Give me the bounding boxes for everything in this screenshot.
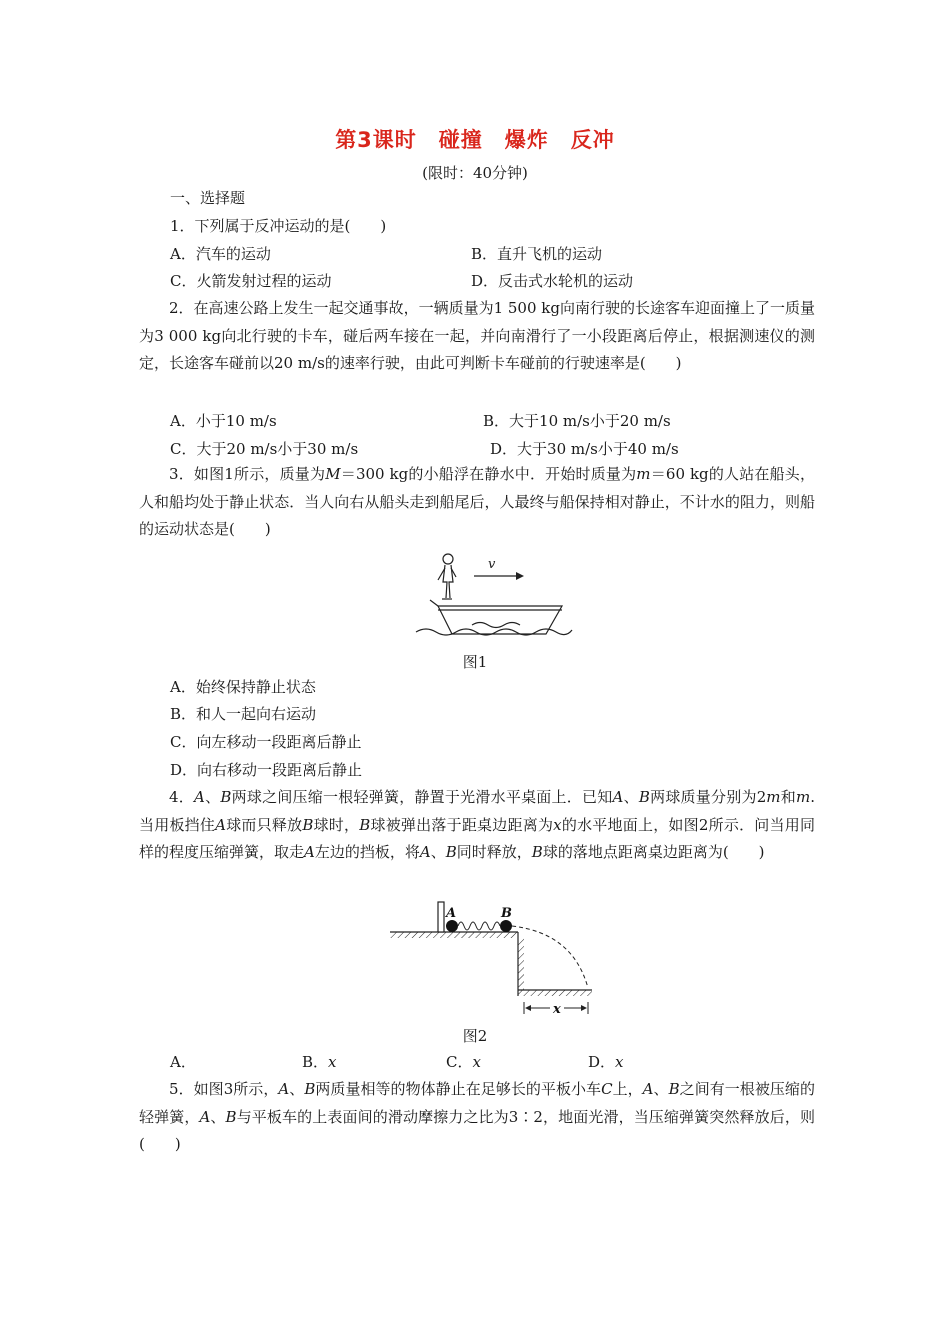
q4-var: m [795, 788, 811, 806]
q4-option-b-x: x [328, 1053, 337, 1071]
q4-stem-11: 同时释放， [456, 843, 532, 861]
q5-var: B [225, 1107, 237, 1126]
q3-stem-3: ＝60 kg的人站在船头，人和船均处于静止状态．当人向右从船头走到船尾后，人最终与船保持相对静止，不计水的阻力，则船的运动状态是( ) [139, 465, 815, 538]
q4-sep: 、 [204, 788, 221, 806]
figure-2-spring-table [388, 898, 598, 1018]
q1-option-c: C．火箭发射过程的运动 [170, 272, 332, 290]
q3-var-m: m [636, 465, 651, 483]
figure-2-caption: 图2 [462, 1027, 488, 1045]
q1-option-d: D．反击式水轮机的运动 [471, 272, 634, 290]
q5-stem [139, 1076, 815, 1159]
q4-sep: 、 [623, 788, 639, 806]
q4-var: A [194, 788, 205, 806]
q5-sep: 、 [289, 1080, 305, 1098]
q4-var: A [612, 788, 624, 806]
time-limit: (限时：40分钟) [422, 164, 528, 182]
q5-stem-2: 两质量相等的物体静止在足够长的平板小车 [315, 1080, 602, 1098]
q4-var: B [531, 843, 543, 861]
q5-var: C [601, 1080, 613, 1098]
q4-option-b [302, 1052, 337, 1072]
q4-stem-12: 球的落地点距离桌边距离为( ) [542, 843, 765, 861]
q4-stem [139, 784, 815, 867]
q5-var: B [304, 1080, 316, 1098]
q3-option-a: A．始终保持静止状态 [170, 678, 316, 696]
q4-option-b-label: B． [302, 1053, 329, 1071]
figure-2-label-b: B [501, 906, 512, 921]
q4-var: B [302, 815, 314, 834]
q4-var: m [766, 788, 781, 806]
q3-option-c: C．向左移动一段距离后静止 [170, 733, 362, 751]
q4-option-d-x: x [615, 1053, 624, 1071]
page-title: 第3课时 碰撞 爆炸 反冲 [335, 128, 615, 152]
q2-option-b: B．大于10 m/s小于20 m/s [483, 412, 671, 430]
q2-option-c: C．大于20 m/s小于30 m/s [170, 440, 359, 458]
q4-stem-4: 和 [780, 788, 796, 806]
q4-stem-8: 球被弹出落于距桌边距离为 [370, 815, 554, 834]
q4-option-d [588, 1052, 624, 1072]
q4-stem-2: 两球之间压缩一根轻弹簧，静置于光滑水平桌面上．已知 [231, 788, 613, 806]
q3-option-d: D．向右移动一段距离后静止 [170, 761, 363, 779]
q4-option-c-x: x [472, 1053, 481, 1071]
q5-stem-1: 5．如图3所示， [169, 1080, 279, 1098]
q4-stem-7: 球时， [313, 815, 360, 834]
q4-stem-5: .当用板挡住 [139, 788, 815, 834]
section-heading: 一、选择题 [170, 189, 246, 207]
q5-var: B [668, 1080, 680, 1098]
q5-var: A [278, 1080, 290, 1098]
q4-var: B [638, 788, 650, 806]
q5-sep: 、 [210, 1107, 226, 1126]
q3-option-b: B．和人一起向右运动 [170, 705, 317, 723]
q4-stem-10: 左边的挡板，将 [314, 843, 420, 861]
q5-var: A [642, 1080, 654, 1098]
q3-var-M: M [325, 465, 341, 483]
q4-option-c-label: C． [446, 1053, 473, 1071]
figure-2-label-a: A [446, 906, 457, 921]
q4-option-c [446, 1052, 481, 1072]
q4-option-a: A． [170, 1053, 196, 1071]
q2-option-d: D．大于30 m/s小于40 m/s [490, 440, 679, 458]
q4-var: A [304, 843, 315, 861]
q5-var: A [199, 1107, 211, 1126]
q4-var: x [553, 815, 562, 834]
q3-stem-1: 3．如图1所示，质量为 [169, 465, 326, 483]
figure-1-caption: 图1 [462, 653, 488, 671]
q5-stem-4: 之间有一根被压缩的轻弹簧， [139, 1080, 815, 1126]
q5-sep: 、 [653, 1080, 669, 1098]
q5-stem-5: 与平板车的上表面间的滑动摩擦力之比为3∶2，地面光滑，当压缩弹簧突然释放后，则( ) [139, 1107, 815, 1153]
q4-stem-1: 4． [169, 788, 195, 806]
figure-2-label-x: x [553, 1002, 561, 1017]
q5-stem-3: 上， [612, 1080, 643, 1098]
q4-var: B [445, 843, 457, 861]
q4-stem-3: 两球质量分别为2 [649, 788, 767, 806]
q4-stem-6: 球而只释放 [225, 815, 303, 834]
q4-var: B [220, 788, 232, 806]
q4-option-d-label: D． [588, 1053, 616, 1071]
figure-1-boat [412, 550, 574, 642]
q4-var: A [419, 843, 431, 861]
q1-option-a: A．汽车的运动 [170, 245, 271, 263]
q4-var: B [359, 815, 371, 834]
q4-var: A [215, 815, 226, 834]
figure-1-label-v: v [488, 557, 496, 572]
q3-stem [139, 461, 815, 544]
q2-option-a: A．小于10 m/s [170, 412, 277, 430]
q2-stem: 2．在高速公路上发生一起交通事故，一辆质量为1 500 kg向南行驶的长途客车迎面撞上了一质量为3 000 kg向北行驶的卡车，碰后两车接在一起，并向南滑行了一小段距离后停止，根据测速仪的测定，长途客车碰前以20 m/s的速率行驶，由此可判断卡车碰前的行驶速率是( ) [139, 299, 815, 372]
q3-stem-2: ＝300 kg的小船浮在静水中．开始时质量为 [340, 465, 637, 483]
q1-stem: 1．下列属于反冲运动的是( ) [170, 217, 387, 235]
q4-stem-9: 的水平地面上，如图2所示．问当用同样的程度压缩弹簧，取走 [139, 815, 815, 861]
q4-sep: 、 [430, 843, 446, 861]
q1-option-b: B．直升飞机的运动 [471, 245, 603, 263]
